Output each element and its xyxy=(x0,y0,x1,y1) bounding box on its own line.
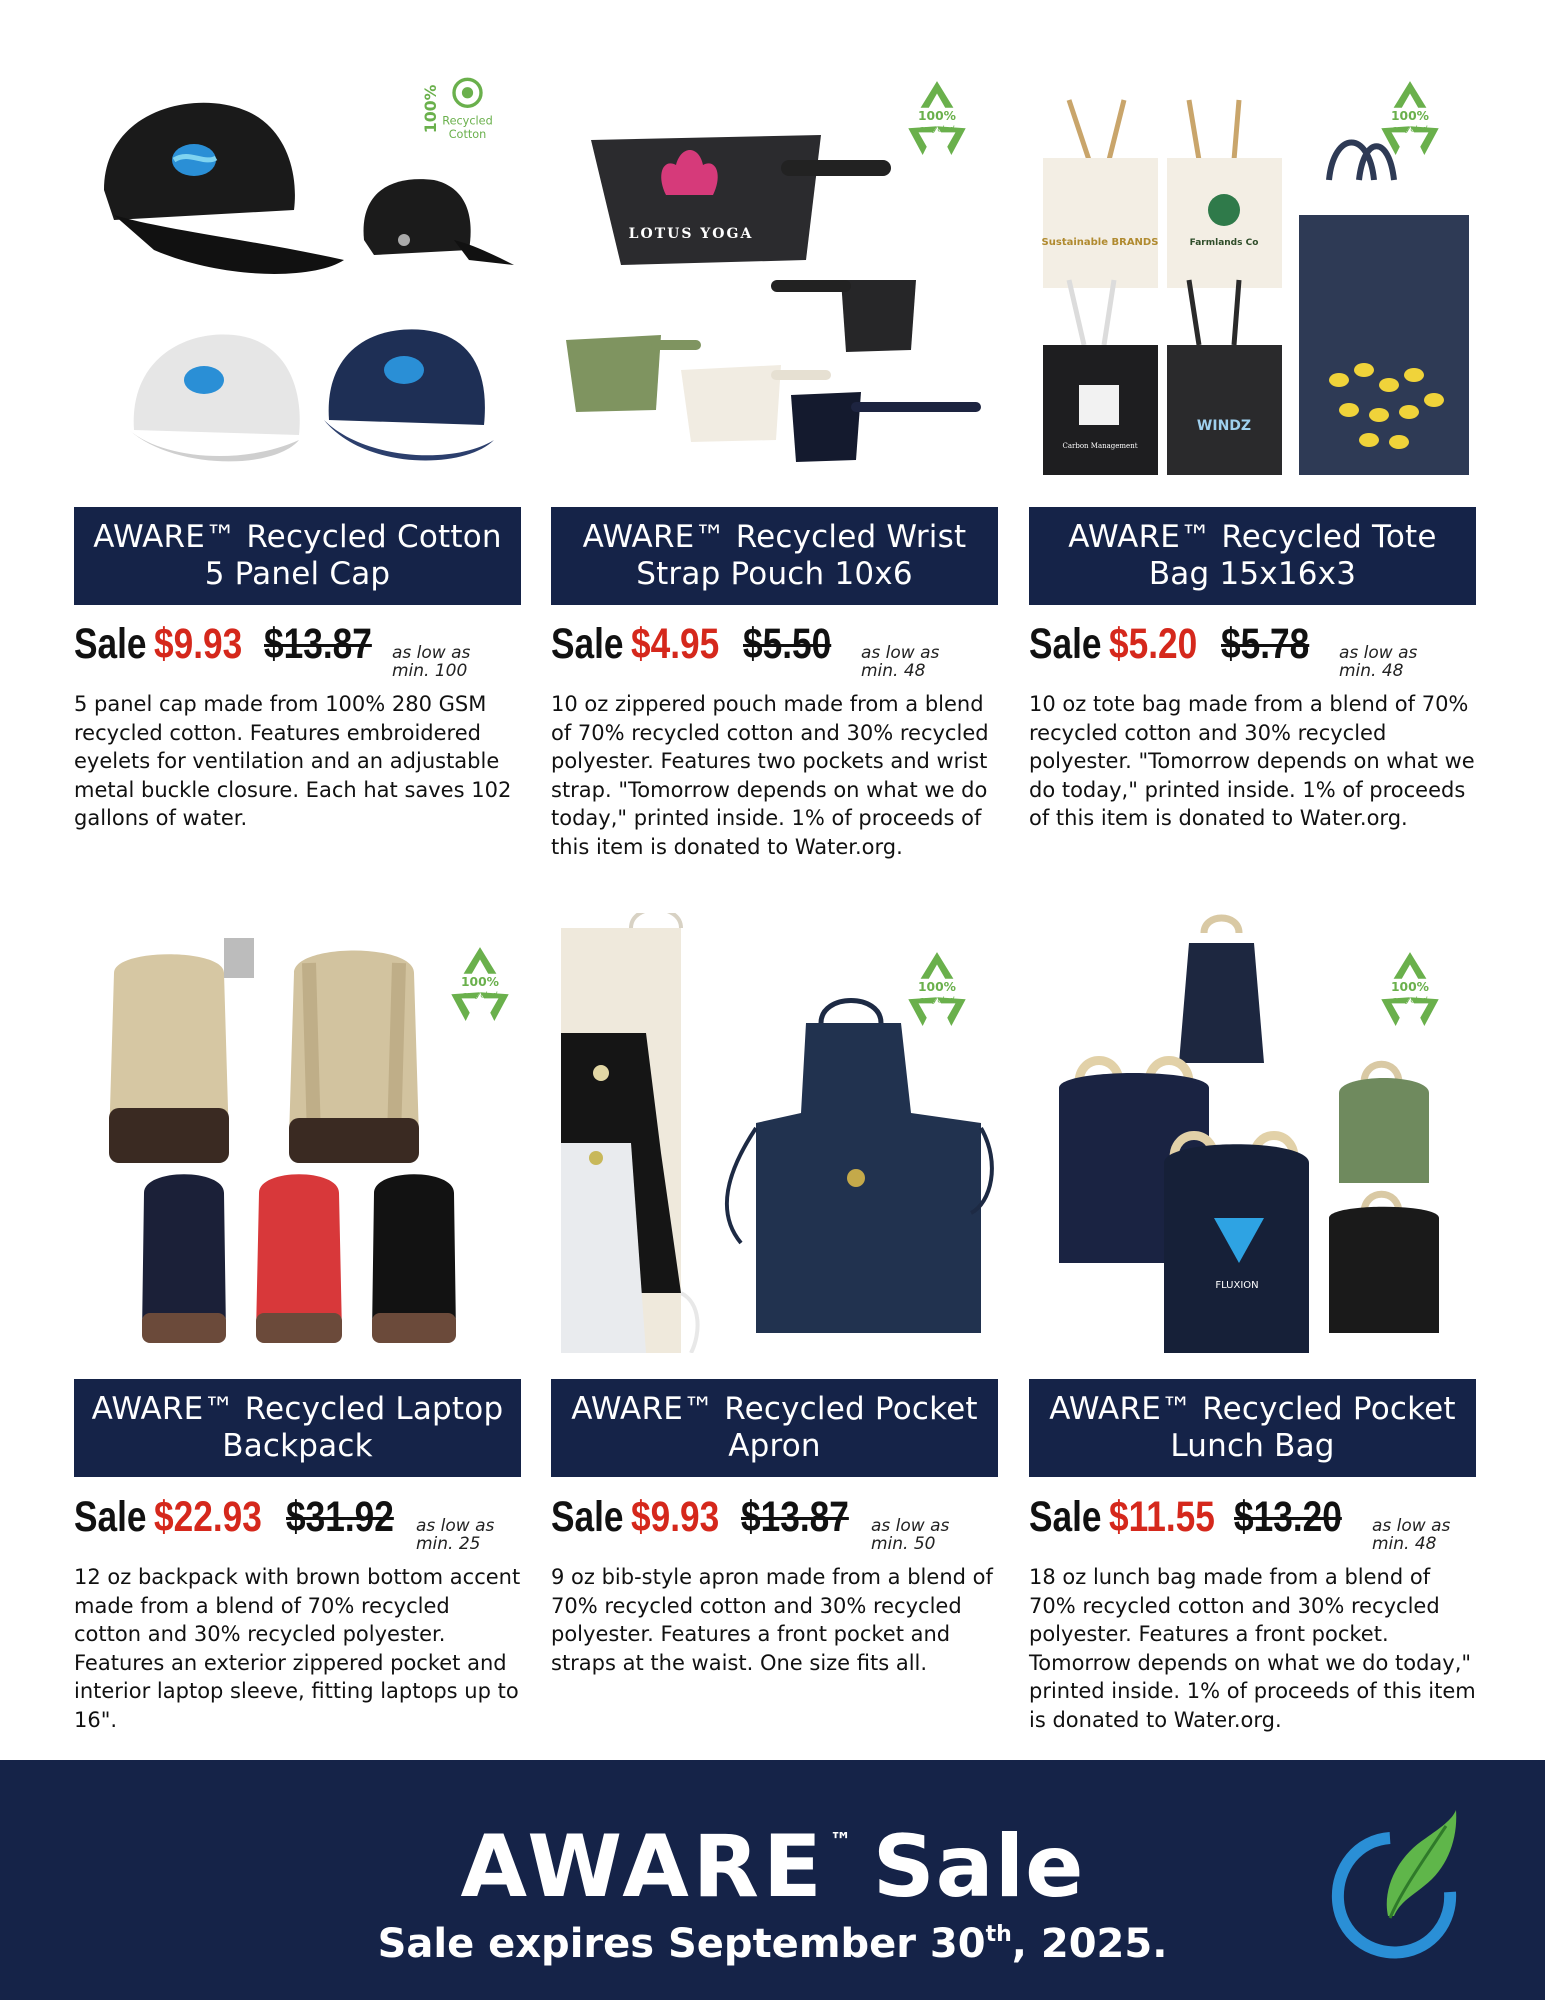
svg-text:100%: 100% xyxy=(1391,109,1429,124)
recycle-badge-icon xyxy=(1369,75,1451,157)
sale-label: Sale xyxy=(1029,1493,1102,1541)
product-description: 10 oz zippered pouch made from a blend of 70% recycled cotton and 30% recycled polyester. Features two pockets and wrist strap. "Tomorrow depends on what we do today," printed inside. 1% of proceeds of this item is donated to Water.org. xyxy=(551,692,989,859)
expires-text-main: Sale expires September 30 xyxy=(377,1921,986,1967)
product-title: AWARE™ Recycled Tote Bag 15x16x3 xyxy=(1029,507,1476,605)
svg-text:100%: 100% xyxy=(461,975,499,990)
recycled-cotton-badge-icon xyxy=(409,68,499,158)
tote-imprint-2: Farmlands Co xyxy=(1189,238,1259,248)
sale-label: Sale xyxy=(551,620,624,668)
svg-text:100%: 100% xyxy=(421,84,440,134)
svg-text:recycled: recycled xyxy=(919,123,955,134)
old-price: $31.92 xyxy=(286,1493,394,1541)
old-price: $5.50 xyxy=(743,620,832,668)
min-quantity-note xyxy=(861,644,939,680)
note-line-2: min. 25 xyxy=(416,1534,481,1554)
note-line-1: as low as xyxy=(1339,643,1418,663)
product-description: 10 oz tote bag made from a blend of 70% recycled cotton and 30% recycled polyester. "Tomorrow depends on what we do today," printed inside. 1% of proceeds of this item is donated to Water.org. xyxy=(1029,692,1475,830)
svg-text:Recycled: Recycled xyxy=(442,114,493,128)
old-price: $5.78 xyxy=(1221,620,1310,668)
aware-brand-logo: AWARE xyxy=(460,1817,826,1917)
sale-label: Sale xyxy=(551,1493,624,1541)
svg-text:100%: 100% xyxy=(918,980,956,995)
min-quantity-note xyxy=(416,1517,494,1553)
note-line-1: as low as xyxy=(861,643,940,663)
old-price: $13.87 xyxy=(264,620,372,668)
tote-imprint-3: Carbon Management xyxy=(1062,442,1138,450)
product-description: 5 panel cap made from 100% 280 GSM recycled cotton. Features embroidered eyelets for ventilation and an adjustable metal buckle closure. Each hat saves 102 gallons of water. xyxy=(74,692,512,830)
min-quantity-note xyxy=(1372,1517,1450,1553)
svg-text:Cotton: Cotton xyxy=(448,127,487,141)
note-line-2: min. 48 xyxy=(861,661,926,681)
product-title: AWARE™ Recycled Pocket Lunch Bag xyxy=(1029,1379,1476,1477)
price-row xyxy=(74,620,521,681)
product-description: 18 oz lunch bag made from a blend of 70% recycled cotton and 30% recycled polyester. Features a front pocket. Tomorrow depends on what we do today," printed inside. 1% of proceeds of this item is donated to Water.org. xyxy=(1029,1565,1476,1732)
svg-text:recycled: recycled xyxy=(919,994,955,1005)
sale-price: $11.55 xyxy=(1109,1493,1215,1541)
old-price: $13.20 xyxy=(1234,1493,1342,1541)
footer-headline xyxy=(0,1792,1545,1917)
note-line-2: min. 100 xyxy=(392,661,468,681)
price-row xyxy=(551,620,998,681)
note-line-2: min. 48 xyxy=(1339,661,1404,681)
sale-price: $22.93 xyxy=(154,1493,262,1541)
tote-imprint-4: WINDZ xyxy=(1196,418,1252,434)
old-price: $13.87 xyxy=(741,1493,849,1541)
expires-text-year: , 2025. xyxy=(1011,1921,1168,1967)
sale-label: Sale xyxy=(1029,620,1102,668)
svg-text:100%: 100% xyxy=(1391,980,1429,995)
note-line-1: as low as xyxy=(1372,1516,1451,1536)
svg-text:recycled: recycled xyxy=(1392,994,1428,1005)
svg-text:100%: 100% xyxy=(918,109,956,124)
lunch-bag-imprint: FLUXION xyxy=(1215,1280,1259,1291)
recycle-badge-icon xyxy=(896,946,978,1028)
sale-price: $9.93 xyxy=(631,1493,720,1541)
recycle-badge-icon xyxy=(896,75,978,157)
note-line-2: min. 48 xyxy=(1372,1534,1437,1554)
product-title: AWARE™ Recycled Wrist Strap Pouch 10x6 xyxy=(551,507,998,605)
price-row xyxy=(74,1493,521,1554)
tote-imprint-1: Sustainable BRANDS xyxy=(1041,237,1159,248)
svg-text:recycled: recycled xyxy=(1392,123,1428,134)
min-quantity-note xyxy=(392,644,470,680)
svg-text:recycled: recycled xyxy=(462,989,498,1000)
sale-price: $4.95 xyxy=(631,620,720,668)
recycle-badge-icon xyxy=(1369,946,1451,1028)
price-row xyxy=(1029,1493,1476,1554)
pouch-imprint: LOTUS YOGA xyxy=(628,226,754,242)
expires-ordinal: th xyxy=(985,1922,1012,1947)
sale-price: $9.93 xyxy=(154,620,243,668)
price-row xyxy=(1029,620,1476,681)
min-quantity-note xyxy=(871,1517,949,1553)
note-line-1: as low as xyxy=(871,1516,950,1536)
sale-label: Sale xyxy=(74,1493,147,1541)
product-description: 12 oz backpack with brown bottom accent made from a blend of 70% recycled cotton and 30% recycled polyester. Features an exterior zippered pocket and interior laptop sleeve, fitting laptops up to 16". xyxy=(74,1565,521,1732)
trademark-mark: ™ xyxy=(829,1829,853,1854)
sale-expiration-text xyxy=(0,1910,1545,1969)
price-row xyxy=(551,1493,998,1554)
footer-sale-word: Sale xyxy=(872,1817,1085,1917)
note-line-2: min. 50 xyxy=(871,1534,936,1554)
note-line-1: as low as xyxy=(416,1516,495,1536)
note-line-1: as low as xyxy=(392,643,471,663)
product-description: 9 oz bib-style apron made from a blend of 70% recycled cotton and 30% recycled polyester. Features a front pocket and straps at the waist. One size fits all. xyxy=(551,1565,993,1675)
sale-price: $5.20 xyxy=(1109,620,1198,668)
min-quantity-note xyxy=(1339,644,1417,680)
sale-footer-banner xyxy=(0,1760,1545,2000)
recycle-badge-icon xyxy=(439,941,521,1023)
aware-leaf-logo-icon xyxy=(1328,1798,1458,1968)
product-title: AWARE™ Recycled Laptop Backpack xyxy=(74,1379,521,1477)
product-title: AWARE™ Recycled Pocket Apron xyxy=(551,1379,998,1477)
sale-label: Sale xyxy=(74,620,147,668)
product-title: AWARE™ Recycled Cotton 5 Panel Cap xyxy=(74,507,521,605)
